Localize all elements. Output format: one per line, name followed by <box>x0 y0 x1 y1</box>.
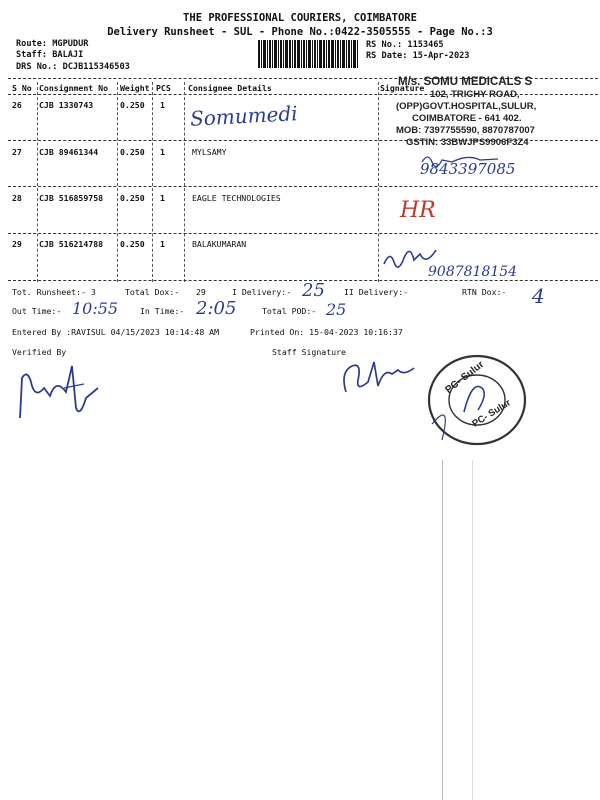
row-consignee: EAGLE TECHNOLOGIES <box>192 193 281 203</box>
row-pcs: 1 <box>160 193 165 203</box>
rs-number: RS No.: 1153465 <box>366 40 444 50</box>
row-consignment: CJB 1330743 <box>39 100 94 110</box>
row-consignee: BALAKUMARAN <box>192 239 247 249</box>
col-sep-5 <box>378 82 379 282</box>
row-consignment: CJB 89461344 <box>39 147 99 157</box>
row-pcs: 1 <box>160 147 165 157</box>
row-consignee: MYLSAMY <box>192 147 227 157</box>
barcode-image <box>258 40 358 68</box>
verified-signature <box>14 358 104 428</box>
route-label: Route: MGPUDUR <box>16 39 89 49</box>
row-sno: 26 <box>12 100 22 110</box>
ii-delivery-label: II Delivery:- <box>344 287 409 297</box>
stamp-line: COIMBATORE - 641 402. <box>412 113 522 124</box>
total-dox-label: Total Dox:- <box>125 287 180 297</box>
stamp-line: GSTIN: 33BWJPS9906F3Z4 <box>406 137 529 148</box>
handwritten-mark-28: HR <box>400 198 436 223</box>
out-time-label: Out Time:- <box>12 306 62 316</box>
seal-top-text: PC- Sulur <box>443 359 487 396</box>
scan-artifact-line <box>472 460 473 800</box>
row-weight: 0.250 <box>120 147 145 157</box>
total-pod-value: 25 <box>326 300 347 319</box>
i-delivery-label: I Delivery:- <box>232 287 292 297</box>
row-pcs: 1 <box>160 100 165 110</box>
row-consignment: CJB 516859758 <box>39 193 104 203</box>
tot-runsheet: Tot. Runsheet:- 3 <box>12 287 96 297</box>
out-time-value: 10:55 <box>72 299 119 318</box>
col-header-signature: Signature <box>380 83 425 93</box>
scan-artifact-line <box>442 460 443 800</box>
stamp-line: M/s. SOMU MEDICALS S <box>398 76 533 88</box>
staff-label: Staff: BALAJI <box>16 50 84 60</box>
rs-date: RS Date: 15-Apr-2023 <box>366 51 470 61</box>
row-sno: 28 <box>12 193 22 203</box>
in-time-value: 2:05 <box>196 298 237 319</box>
printed-on: Printed On: 15-04-2023 10:16:37 <box>250 327 403 337</box>
stamp-line: (OPP)GOVT.HOSPITAL,SULUR, <box>396 101 537 112</box>
col-header-consignment: Consignment No <box>39 83 109 93</box>
company-title: THE PROFESSIONAL COURIERS, COIMBATORE <box>183 12 417 24</box>
col-header-pcs: PCS <box>156 83 171 93</box>
col-sep-3 <box>152 82 153 282</box>
row-rule <box>8 233 598 234</box>
verified-by-label: Verified By <box>12 347 67 357</box>
row-weight: 0.250 <box>120 193 145 203</box>
total-dox-value: 29 <box>196 287 206 297</box>
col-sep-4 <box>184 82 185 282</box>
staff-signature <box>338 352 418 398</box>
rtn-dox-label: RTN Dox:- <box>462 287 507 297</box>
col-header-weight: Weight <box>120 83 150 93</box>
seal-bottom-text: PC- Sulur <box>470 397 513 430</box>
signature-row27 <box>418 150 508 170</box>
stamp-line: MOB: 7397755590, 8870787007 <box>396 125 535 136</box>
handwritten-consignee-name: Somumedi <box>189 101 299 131</box>
runsheet-subtitle: Delivery Runsheet - SUL - Phone No.:0422-3505555 - Page No.:3 <box>107 26 493 38</box>
row-weight: 0.250 <box>120 239 145 249</box>
col-header-sno: S No <box>12 83 32 93</box>
rtn-dox-value: 4 <box>532 284 545 308</box>
in-time-label: In Time:- <box>140 306 185 316</box>
row-rule <box>8 186 598 187</box>
drs-number: DRS No.: DCJB115346503 <box>16 62 130 72</box>
handwritten-phone-27: 9843397085 <box>420 160 516 178</box>
col-sep-2 <box>117 82 118 282</box>
row-consignment: CJB 516214788 <box>39 239 104 249</box>
row-sno: 29 <box>12 239 22 249</box>
row-pcs: 1 <box>160 239 165 249</box>
handwritten-phone-29: 9087818154 <box>428 264 518 280</box>
row-weight: 0.250 <box>120 100 145 110</box>
staff-signature-label: Staff Signature <box>272 347 346 357</box>
i-delivery-value: 25 <box>302 280 325 301</box>
entered-by: Entered By :RAVISUL 04/15/2023 10:14:48 AM <box>12 327 220 337</box>
row-sno: 27 <box>12 147 22 157</box>
col-sep-1 <box>37 82 38 282</box>
stamp-line: 102, TRICHY ROAD, <box>430 89 520 100</box>
col-header-consignee: Consignee Details <box>188 83 272 93</box>
total-pod-label: Total POD:- <box>262 306 317 316</box>
